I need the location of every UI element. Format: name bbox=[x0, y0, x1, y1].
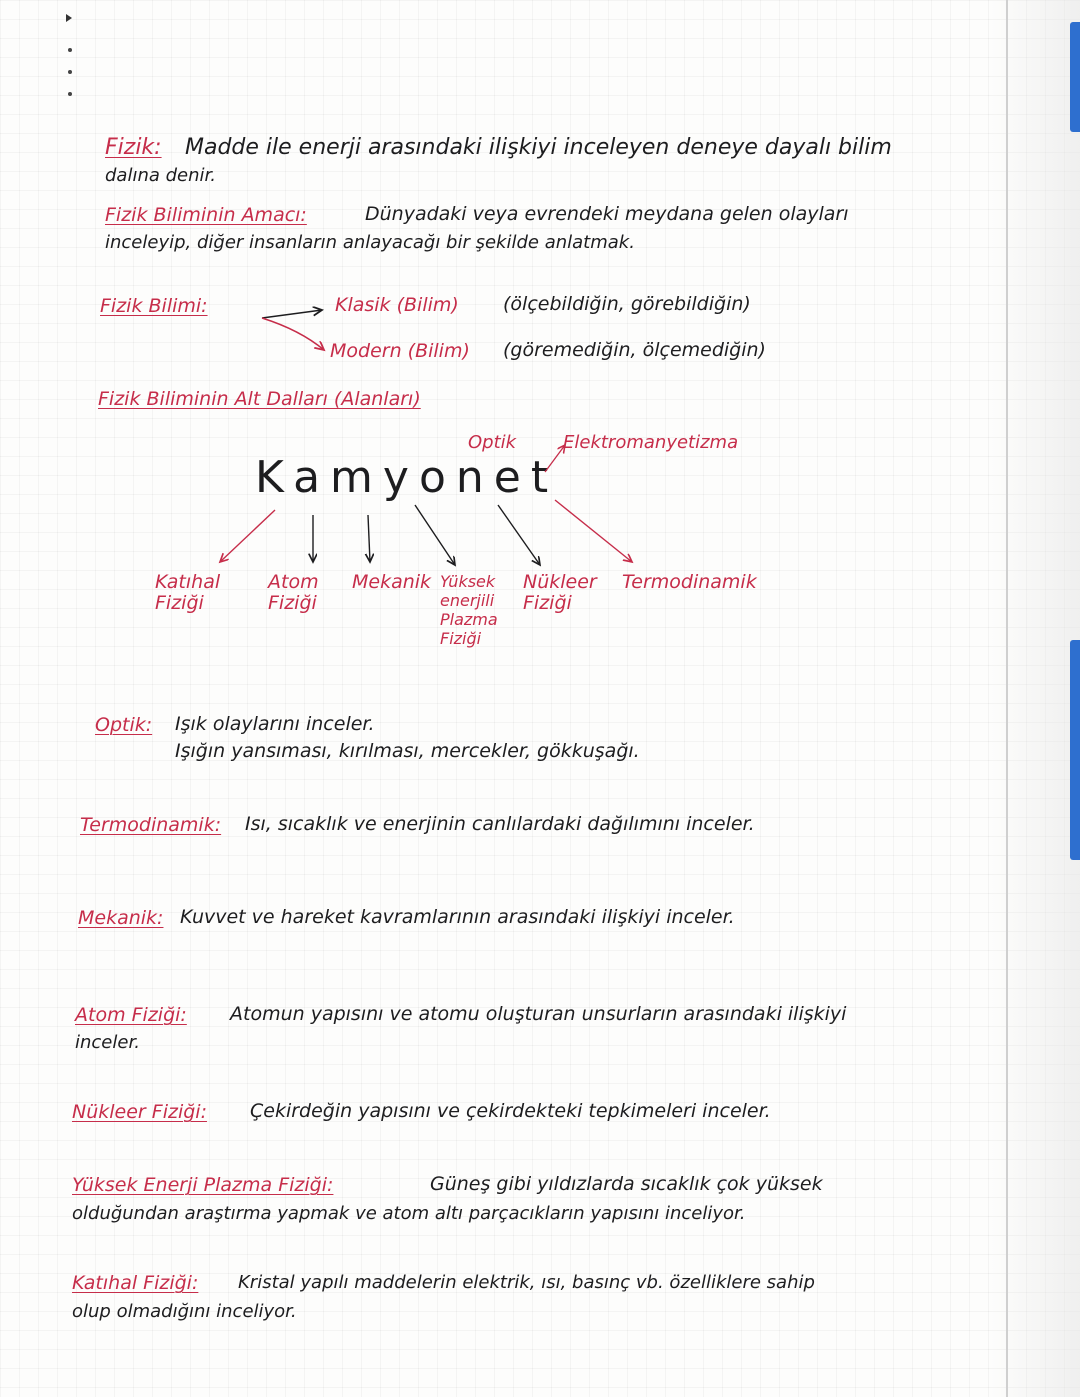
entry-label-termodinamik: Termodinamik: bbox=[80, 814, 222, 836]
arrow-to-katihal bbox=[220, 510, 275, 562]
entry-label-atom: Atom Fiziği: bbox=[75, 1004, 187, 1026]
branch-termodinamik: Termodinamik bbox=[622, 571, 757, 593]
modern-name: Modern (Bilim) bbox=[330, 340, 470, 362]
definition-label: Fizik: bbox=[105, 135, 162, 160]
branch-nukleer: Nükleer Fiziği bbox=[523, 571, 597, 614]
arrow-to-yuksek bbox=[415, 505, 455, 565]
entry-text-nukleer: Çekirdeğin yapısını ve çekirdekteki tepkimeleri inceler. bbox=[250, 1100, 771, 1122]
arrow-to-termodinamik bbox=[555, 500, 632, 562]
arrow-to-mekanik bbox=[368, 515, 370, 562]
entry-text-atom-line1: Atomun yapısını ve atomu oluşturan unsurların arasındaki ilişkiyi bbox=[230, 1003, 847, 1025]
entry-text-yuksek-line1: Güneş gibi yıldızlarda sıcaklık çok yüksek bbox=[430, 1173, 823, 1195]
modern-desc: (göremediğin, ölçemediğin) bbox=[503, 339, 766, 361]
purpose-label: Fizik Biliminin Amacı: bbox=[105, 204, 307, 226]
entry-label-mekanik: Mekanik: bbox=[78, 907, 164, 929]
top-branch-optik: Optik bbox=[468, 432, 517, 453]
entry-label-katihal: Katıhal Fiziği: bbox=[72, 1272, 199, 1294]
entry-label-yuksek-enerji: Yüksek Enerji Plazma Fiziği: bbox=[72, 1174, 334, 1196]
entry-text-termodinamik: Isı, sıcaklık ve enerjinin canlılardaki dağılımını inceler. bbox=[245, 813, 755, 835]
definition-text-line1: Madde ile enerji arasındaki ilişkiyi inceleyen deneye dayalı bilim bbox=[185, 135, 892, 160]
entry-text-katihal-line1: Kristal yapılı maddelerin elektrik, ısı, basınç vb. özelliklere sahip bbox=[238, 1272, 815, 1293]
top-branch-elektromanyetizma: Elektromanyetizma bbox=[563, 432, 739, 453]
entry-label-optik: Optik: bbox=[95, 714, 153, 736]
entry-text-atom-line2: inceler. bbox=[75, 1032, 140, 1053]
arrow-to-modern bbox=[262, 318, 324, 350]
definition-text-line2: dalına denir. bbox=[105, 165, 216, 186]
branch-mekanik: Mekanik bbox=[352, 571, 432, 593]
branch-yuksek-enerji: Yüksek enerjili Plazma Fiziği bbox=[440, 572, 498, 648]
classic-name: Klasik (Bilim) bbox=[335, 294, 459, 316]
science-label: Fizik Bilimi: bbox=[100, 295, 208, 317]
entry-label-nukleer: Nükleer Fiziği: bbox=[72, 1101, 207, 1123]
branch-katihal: Katıhal Fiziği bbox=[155, 571, 221, 614]
arrow-to-klasik bbox=[262, 310, 322, 318]
purpose-text-line1: Dünyadaki veya evrendeki meydana gelen olayları bbox=[365, 203, 849, 225]
entry-text-optik-line2: Işığın yansıması, kırılması, mercekler, gökkuşağı. bbox=[175, 740, 640, 762]
purpose-text-line2: inceleyip, diğer insanların anlayacağı bir şekilde anlatmak. bbox=[105, 232, 635, 253]
branch-atom: Atom Fiziği bbox=[268, 571, 319, 614]
mnemonic-word: Kamyonet bbox=[255, 452, 559, 503]
entry-text-mekanik: Kuvvet ve hareket kavramlarının arasındaki ilişkiyi inceler. bbox=[180, 906, 735, 928]
entry-text-katihal-line2: olup olmadığını inceliyor. bbox=[72, 1301, 297, 1322]
entry-text-yuksek-line2: olduğundan araştırma yapmak ve atom altı parçacıkların yapısını inceliyor. bbox=[72, 1203, 746, 1224]
arrow-to-optik bbox=[545, 445, 565, 472]
subfields-heading: Fizik Biliminin Alt Dalları (Alanları) bbox=[98, 388, 421, 410]
classic-desc: (ölçebildiğin, görebildiğin) bbox=[503, 293, 751, 315]
entry-text-optik-line1: Işık olaylarını inceler. bbox=[175, 713, 375, 735]
arrow-to-nukleer bbox=[498, 505, 540, 565]
